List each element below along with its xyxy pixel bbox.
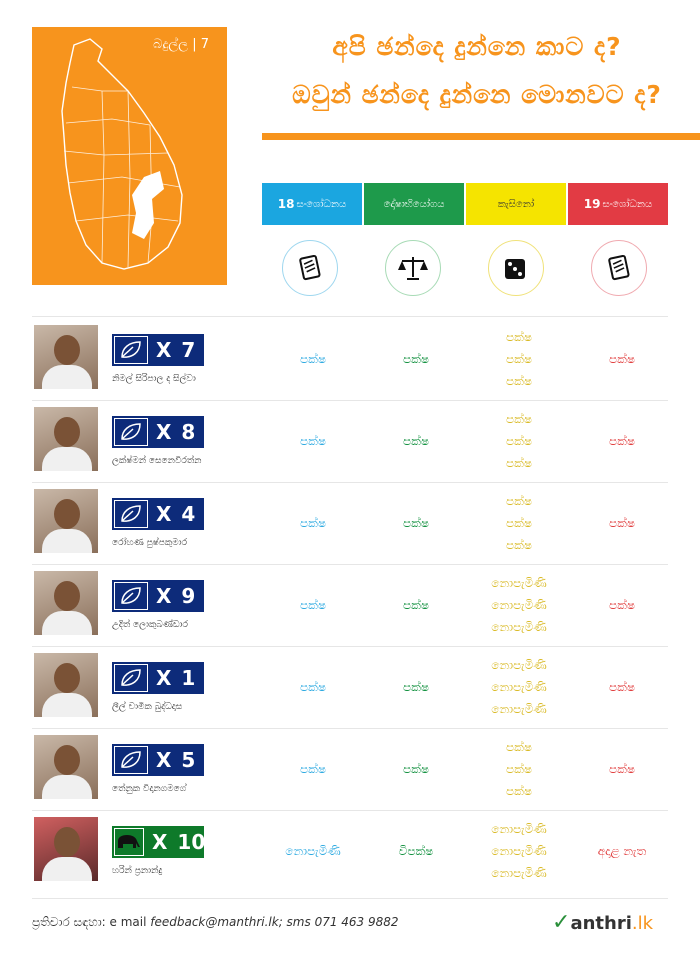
candidate-photo — [34, 489, 98, 553]
candidate-photo — [34, 571, 98, 635]
vote-19-amendment: පක්ෂ — [609, 434, 635, 448]
table-row — [32, 728, 668, 811]
betel-leaf-icon — [114, 418, 148, 446]
candidate-name: හරින් ප්‍රනාන්දු — [112, 866, 163, 876]
vote-casino-2: පක්ෂ — [506, 352, 532, 366]
vote-mark: X — [156, 338, 172, 362]
preference-number: 7 — [181, 338, 196, 362]
vote-casino-3: නොපැමිණි — [491, 620, 547, 634]
vote-impeachment: පක්ෂ — [403, 598, 429, 612]
betel-leaf-icon — [114, 664, 148, 692]
column-header-18-amendment — [262, 183, 362, 225]
column-header-number: 19 — [583, 197, 601, 211]
vote-casino-2: පක්ෂ — [506, 516, 532, 530]
preference-number: 1 — [181, 666, 196, 690]
vote-18-amendment: පක්ෂ — [300, 762, 326, 776]
vote-casino-3: පක්ෂ — [506, 374, 532, 388]
vote-18-amendment: පක්ෂ — [300, 352, 326, 366]
district-label: බදුල්ල | 7 — [153, 37, 209, 52]
column-header-19-amendment — [568, 183, 668, 225]
vote-casino-2: පක්ෂ — [506, 762, 532, 776]
vote-19-amendment: අදාළ නැත — [597, 844, 647, 858]
vote-19-amendment: පක්ෂ — [609, 680, 635, 694]
candidate-photo — [34, 407, 98, 471]
vote-impeachment: විපක්ෂ — [398, 844, 434, 858]
betel-leaf-icon — [114, 746, 148, 774]
column-header-label: සංශෝධනය — [602, 198, 653, 210]
headline-line-2: ඔවුන් ඡන්දෙ දුන්නෙ මොනවට ද? — [292, 80, 662, 109]
candidate-name: ලක්ෂ්මන් සෙනෙවිරත්න — [112, 456, 202, 466]
column-header-number: 18 — [277, 197, 295, 211]
vote-casino-3: පක්ෂ — [506, 538, 532, 552]
vote-19-amendment: පක්ෂ — [609, 598, 635, 612]
table-row — [32, 482, 668, 565]
district-map-panel — [32, 27, 227, 285]
table-row — [32, 318, 668, 401]
column-header-impeachment — [364, 183, 464, 225]
candidate-photo — [34, 653, 98, 717]
vote-casino-3: පක්ෂ — [506, 784, 532, 798]
betel-leaf-icon — [114, 336, 148, 364]
candidate-name: තේනුක විදානගමගේ — [112, 784, 187, 794]
preference-number: 10 — [177, 830, 206, 854]
candidate-name: උදිත් ලොකුබණ්ඩාර — [112, 620, 188, 630]
preference-number: 5 — [181, 748, 196, 772]
vote-casino-1: පක්ෂ — [506, 412, 532, 426]
vote-mark: X — [156, 666, 172, 690]
vote-casino-1: නොපැමිණි — [491, 576, 547, 590]
party-badge — [112, 334, 204, 366]
vote-18-amendment: නොපැමිණි — [285, 844, 341, 858]
sms-number: 071 463 9882 — [314, 915, 399, 929]
district-borders — [64, 87, 180, 267]
vote-mark: X — [156, 502, 172, 526]
badulla-district-highlight — [132, 171, 164, 239]
table-top-divider — [32, 316, 668, 317]
headline-line-1: අපි ඡන්දෙ දුන්නෙ කාට ද? — [332, 32, 622, 61]
vote-18-amendment: පක්ෂ — [300, 434, 326, 448]
vote-casino-2: නොපැමිණි — [491, 844, 547, 858]
table-row — [32, 400, 668, 483]
party-badge — [112, 498, 204, 530]
vote-casino-3: නොපැමිණි — [491, 702, 547, 716]
vote-casino-1: නොපැමිණි — [491, 822, 547, 836]
vote-casino-1: නොපැමිණි — [491, 658, 547, 672]
feedback-email-link[interactable]: feedback@manthri.lk — [150, 915, 279, 929]
candidate-name: නිමල් සිරිපාල ද සිල්වා — [112, 374, 196, 384]
scales-icon — [385, 240, 441, 296]
feedback-footer — [32, 915, 399, 930]
vote-casino-3: පක්ෂ — [506, 456, 532, 470]
sri-lanka-map — [32, 27, 227, 285]
column-header-label: දෝෂාභියෝගය — [383, 198, 445, 210]
vote-casino — [469, 728, 569, 810]
vote-casino — [469, 810, 569, 892]
column-header-label: සංශෝධනය — [296, 198, 347, 210]
vote-impeachment: පක්ෂ — [403, 516, 429, 530]
vote-casino — [469, 318, 569, 400]
table-row — [32, 564, 668, 647]
column-header-label: කැසිනෝ — [497, 198, 535, 210]
betel-leaf-icon — [114, 582, 148, 610]
island-outline — [62, 39, 182, 269]
candidate-photo — [34, 735, 98, 799]
vote-18-amendment: පක්ෂ — [300, 680, 326, 694]
vote-impeachment: පක්ෂ — [403, 352, 429, 366]
candidate-photo — [34, 325, 98, 389]
vote-impeachment: පක්ෂ — [403, 434, 429, 448]
table-row — [32, 646, 668, 729]
logo-text: anthri — [570, 913, 632, 934]
vote-casino — [469, 564, 569, 646]
vote-mark: X — [156, 420, 172, 444]
logo-tick: ✓ — [552, 910, 571, 935]
logo-suffix: .lk — [631, 913, 654, 934]
preference-number: 9 — [181, 584, 196, 608]
vote-casino-1: පක්ෂ — [506, 740, 532, 754]
candidate-photo — [34, 817, 98, 881]
column-header-casino — [466, 183, 566, 225]
vote-casino-1: පක්ෂ — [506, 494, 532, 508]
vote-18-amendment: පක්ෂ — [300, 516, 326, 530]
headline-divider — [262, 133, 700, 140]
party-badge — [112, 826, 204, 858]
footer-prefix: ප්‍රතිචාර සඳහා: e mail — [32, 915, 151, 929]
candidate-name: රෝහණ පුෂ්පකුමාර — [112, 538, 188, 548]
vote-impeachment: පක්ෂ — [403, 762, 429, 776]
vote-19-amendment: පක්ෂ — [609, 352, 635, 366]
candidate-name: ලීල් චාමික බුද්ධදාස — [112, 702, 183, 712]
vote-mark: X — [152, 830, 168, 854]
vote-casino-2: නොපැමිණි — [491, 598, 547, 612]
vote-casino — [469, 646, 569, 728]
footer-divider — [32, 898, 668, 899]
dice-icon — [488, 240, 544, 296]
vote-casino-2: පක්ෂ — [506, 434, 532, 448]
vote-casino-2: නොපැමිණි — [491, 680, 547, 694]
vote-mark: X — [156, 584, 172, 608]
manthri-logo[interactable] — [552, 910, 653, 935]
vote-19-amendment: පක්ෂ — [609, 762, 635, 776]
preference-number: 8 — [181, 420, 196, 444]
document-icon — [591, 240, 647, 296]
table-row — [32, 810, 668, 892]
party-badge — [112, 416, 204, 448]
party-badge — [112, 744, 204, 776]
document-icon — [282, 240, 338, 296]
party-badge — [112, 580, 204, 612]
vote-casino-3: නොපැමිණි — [491, 866, 547, 880]
vote-casino — [469, 482, 569, 564]
preference-number: 4 — [181, 502, 196, 526]
party-badge — [112, 662, 204, 694]
footer-separator: ; sms — [278, 915, 315, 929]
vote-mark: X — [156, 748, 172, 772]
vote-casino — [469, 400, 569, 482]
elephant-icon — [114, 828, 144, 856]
vote-impeachment: පක්ෂ — [403, 680, 429, 694]
betel-leaf-icon — [114, 500, 148, 528]
vote-18-amendment: පක්ෂ — [300, 598, 326, 612]
vote-casino-1: පක්ෂ — [506, 330, 532, 344]
vote-19-amendment: පක්ෂ — [609, 516, 635, 530]
